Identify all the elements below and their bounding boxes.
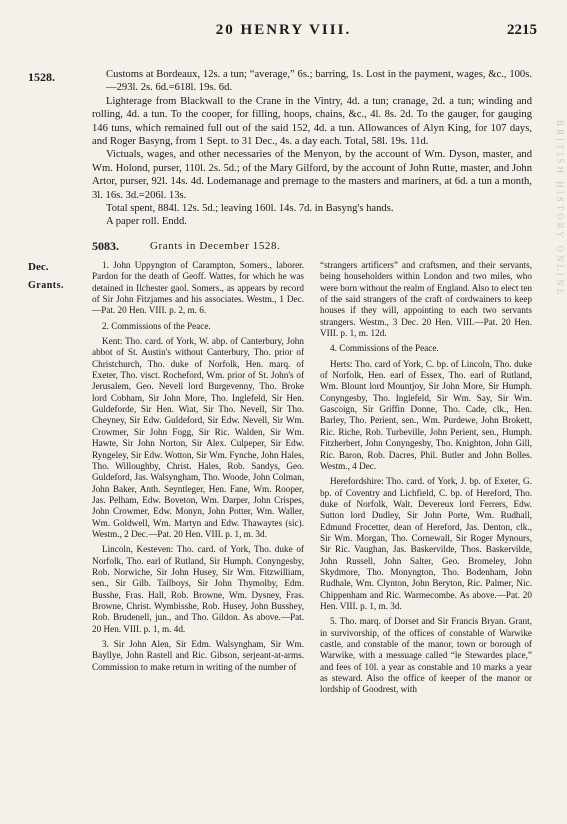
paragraph-victuals: Victuals, wages, and other necessaries of the Menyon, by the account of Wm. Dyson, master, and Wm. Holond, purser, 110l. 2s. 5d.; of the Mary Gilford, by the account of John Rutte, master, and John Artor, purser, 92l. 14s. 4d. Lodemanage and premage to the masters and mariners, at 6d. a tun a month, 3l. 16s. 3d.=206l. 13s. [92,149,532,201]
paragraph-source-note: A paper roll. Endd. [106,216,187,228]
entry-commissions-heading: 2. Commissions of the Peace. [102,320,211,331]
entry-dorset-grant: 5. Tho. marq. of Dorset and Sir Francis Bryan. Grant, in survivorship, of the offices of constable of Warwike castle, and constable of the manor, town or borough of Warwike, with a messuage called “le Stewardes place,” and fees of 10l. a year as constable and 10 marks a year as steward. Also the office of keeper of the manor or lordship of Goodrest, with [320,616,532,695]
entry-kent: Kent: Tho. card. of York, W. abp. of Canterbury, John abbot of St. Austin's without Canterbury, Tho. prior of Christchurch, Tho. duke of Norfolk, Hen. marq. of Exeter, Tho. visct. Rocheford, Wm. prior of St. John's of Jerusalem, Geo. Nevell lord Burgevenny, Tho. Broke lord Cobham, Sir John More, Tho. Inglefeld, Sir Hen. Guldeforde, Sir Hen. Wiat, Sir Tho. Nevell, Sir Tho. Cheyney, Sir Edw. Guldeford, Sir Edw. Nevell, Sir Wm. Crowmer, Sir John Fogg, Sir Ric. Walden, Sir Wm. Hawte, Sir John Norton, Sir Alex. Culpeper, Sir Edw. Ryngeley, Sir Edw. Wotton, Sir Wm. Fynche, John Hales, Tho. Willoughby, Christ. Hales, Rob. Sandys, Geo. Guldeford, Jas. Walsyngham, Tho. Woode, John Colman, John Baker, Anth. Seyntleger, Hen. Fane, Wm. Rooper, Jas. Pelham, Edw. Boveton, Wm. Darper, John Crispes, John Crowmer, Edw. Monyn, John Potter, Wm. Waller, Wm. Goldwell, Wm. Martyn and Edw. Thawaytes (sic). Westm., 2 Dec.—Pat. 20 Hen. VIII. p. 1, m. 3d. [92,336,304,539]
year-marginal: 1528. [28,70,55,84]
margin-month: Dec. [28,261,49,273]
right-column [320,260,532,700]
running-title: 20 HENRY VIII. [215,22,352,38]
paragraph-customs: Customs at Bordeaux, 12s. a tun; “average,” 6s.; barring, 1s. Lost in the payment, wages, &c., 100s.—293l. 2s. 6d.=618l. 19s. 6d. [106,69,532,94]
entry-lincoln: Lincoln, Kesteven: Tho. card. of York, Tho. duke of Norfolk, Tho. earl of Rutland, Sir Humph. Conyngesby, Rob. Norwiche, Sir John Husey, Sir Wm. Fitzwilliam, sen., Sir Gilb. Tailboys, Sir John Thymolby, Edm. Busshe, Fras. Hall, Rob. Browne, Wm. Dysney, Fras. Browne, Christ. Wymbisshe, Rob. Husey, John Busshey, Rob. Brudenell, jun., and Tho. Gildon. As above.—Pat. 20 Hen. VIII. p. 1, m. 4d. [92,544,304,634]
watermark: BRITISH HISTORY ONLINE [555,120,565,298]
section-number: 5083. [92,239,119,253]
left-column [92,260,304,677]
entry-commissions-heading-2: 4. Commissions of the Peace. [330,343,439,354]
entry-herts: Herts: Tho. card of York, C. bp. of Lincoln, Tho. duke of Norfolk, Hen. earl of Essex, Tho. earl of Rutland, Wm. Blount lord Mountjoy, Sir John More, Sir Humph. Conyngesby, Tho. Inglefeld, Sir Wm. Say, Sir Wm. Gascoign, Sir Griffin Donne, Tho. Cade, clk., Hen. Barley, Tho. Perient, sen., Wm. Purdewe, John Brokett, Ric. Riche, Rob. Turbeville, John Perient, sen., Humph. Fitzherbert, John Conyngesby, Tho. Knighton, John Gill, Ric. Baron, Rob. Dacres, Phil. Butler and John Bolles. Westm., 4 Dec. [320,358,532,471]
entry-pardon: 1. John Uppyngton of Carampton, Somers., laborer. Pardon for the death of Geoff. Wattes, for which he was detained in Ilchester gaol. Somers., as appears by record of Sir John Fitzjames and his associates. Westm., 1 Dec.—Pat. 20 Hen. VIII. p. 2, m. 6. [92,260,304,316]
entry-strangers-commission: 3. Sir John Alen, Sir Edm. Walsyngham, Sir Wm. Bayllye, John Rastell and Ric. Gibson, serjeant-at-arms. Commission to make return in writing of the number of [92,639,304,672]
paragraph-lighterage: Lighterage from Blackwall to the Crane in the Vintry, 4d. a tun; cranage, 2d. a tun; winding and rolling, 4d. a tun. To the cooper, for filling, hoops, chains, &c., 4l. 8s. 2d. To the gauger, for gauging 146 tuns, which remained full out of the said 152, 4d. a tun. Allowances of Alyn King, for 107 days, and Roger Basyng, from 1 Sept. to 31 Dec., 4s. a day each. Total, 58l. 19s. 11d. [92,95,532,148]
running-head [0,22,567,44]
paragraph-total: Total spent, 884l. 12s. 5d.; leaving 160l. 14s. 7d. in Basyng's hands. [106,203,394,215]
entry-herefordshire: Herefordshire: Tho. card. of York, J. bp. of Exeter, G. bp. of Coventry and Lichfield, C. bp. of Hereford, Tho. duke of Norfolk, Walt. Devereux lord Ferrers, Edw. Sutton lord Dudley, Sir John Porte, Wm. Rudhall, Edmund Frocetter, dean of Hereford, Jas. Denton, clk., Sir Wm. Morgan, Tho. Cornewall, Sir Roger Mynours, Sir Ric. Vaughan, Jas. Baskervilde, Thos. Baskervilde, John Russell, John Salter, Geo. Bromeley, John Skydmore, Tho. Monyngton, Tho. Bodenham, John Rudhale, Wm. Clynton, John Beryton, Ric. Palmer, Nic. Chippenham and Ric. Warmecombe. As above.—Pat. 20 Hen. VIII. p. 1, m. 3d. [320,476,532,611]
margin-label: Grants. [28,280,64,291]
page-number: 2215 [507,22,537,38]
section-title: Grants in December 1528. [150,240,281,252]
account-paragraphs [92,68,532,229]
entry-strangers-continued: “strangers artificers” and craftsmen, and their servants, being householders within London and two miles, who were born without the realm of England. Also to elect ten of the said strangers of the craft of cordwainers to keep houses if they will, appointing to each two servants strangers. Westm., 3 Dec. 20 Hen. VIII.—Pat. 20 Hen. VIII. p. 1, m. 12d. [320,260,532,339]
